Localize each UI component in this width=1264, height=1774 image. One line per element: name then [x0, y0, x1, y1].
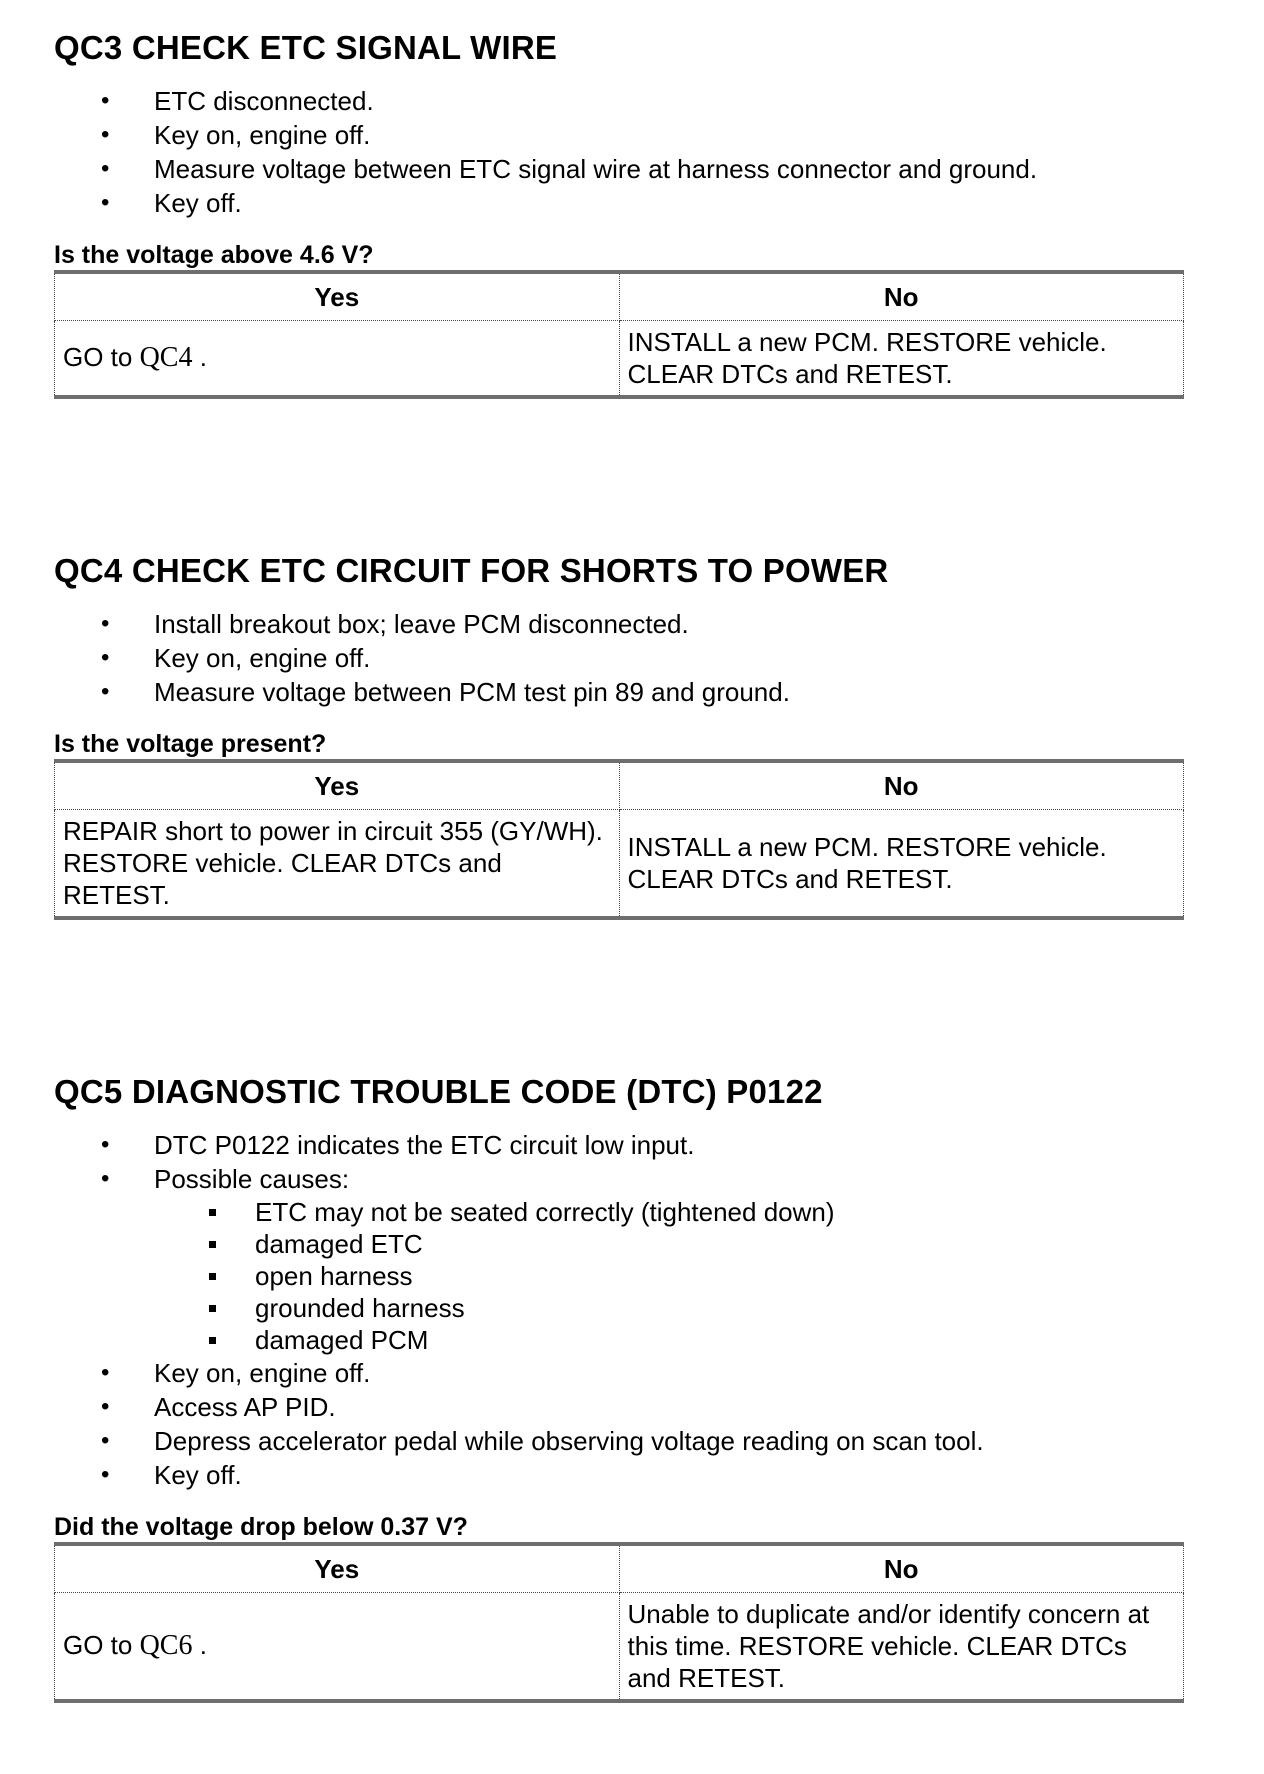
- section-qc4: [54, 551, 1184, 920]
- cause-item: grounded harness: [154, 1292, 1184, 1324]
- no-header: No: [619, 272, 1184, 321]
- cause-item: damaged PCM: [154, 1324, 1184, 1356]
- cause-item: open harness: [154, 1260, 1184, 1292]
- question: Is the voltage present?: [54, 730, 327, 758]
- list-item: • Install breakout box; leave PCM disconnected.: [54, 607, 1184, 641]
- section-title: QC4 CHECK ETC CIRCUIT FOR SHORTS TO POWER: [54, 552, 889, 589]
- answer-table: [54, 270, 1184, 399]
- list-item: • Key off.: [54, 186, 1184, 220]
- step-list: [54, 1128, 1184, 1492]
- qc4-link[interactable]: QC4: [139, 342, 193, 374]
- yes-header: Yes: [55, 761, 620, 810]
- yes-cell-suffix: .: [192, 1630, 207, 1661]
- cause-item: damaged ETC: [154, 1228, 1184, 1260]
- list-item: • Access AP PID.: [54, 1390, 1184, 1424]
- qc6-link[interactable]: QC6: [139, 1630, 193, 1662]
- list-item-label: Possible causes:: [154, 1164, 350, 1194]
- list-item: • ETC disconnected.: [54, 84, 1184, 118]
- list-item: • Measure voltage between PCM test pin 89 and ground.: [54, 675, 1184, 709]
- question: Is the voltage above 4.6 V?: [54, 241, 374, 269]
- section-title: QC3 CHECK ETC SIGNAL WIRE: [54, 29, 558, 66]
- list-item: • Key on, engine off.: [54, 641, 1184, 675]
- yes-cell: [55, 321, 620, 397]
- yes-cell-text: GO to: [63, 1630, 140, 1661]
- section-qc5: [54, 1072, 1184, 1703]
- answer-table: [54, 759, 1184, 920]
- step-list: [54, 84, 1184, 220]
- question: Did the voltage drop below 0.37 V?: [54, 1513, 468, 1541]
- list-item: • Key on, engine off.: [54, 118, 1184, 152]
- yes-cell-suffix: .: [192, 342, 207, 373]
- section-title: QC5 DIAGNOSTIC TROUBLE CODE (DTC) P0122: [54, 1073, 823, 1110]
- no-cell: Unable to duplicate and/or identify concern at this time. RESTORE vehicle. CLEAR DTCs and RETEST.: [619, 1593, 1184, 1701]
- yes-cell: [55, 1593, 620, 1701]
- answer-table: [54, 1542, 1184, 1703]
- yes-header: Yes: [55, 272, 620, 321]
- yes-cell-text: GO to: [63, 342, 140, 373]
- step-list: [54, 607, 1184, 709]
- no-header: No: [619, 761, 1184, 810]
- section-qc3: [54, 28, 1184, 399]
- list-item: • Measure voltage between ETC signal wire at harness connector and ground.: [54, 152, 1184, 186]
- list-item: [54, 1162, 1184, 1356]
- yes-header: Yes: [55, 1544, 620, 1593]
- no-header: No: [619, 1544, 1184, 1593]
- no-cell: INSTALL a new PCM. RESTORE vehicle. CLEAR DTCs and RETEST.: [619, 810, 1184, 918]
- list-item: • Depress accelerator pedal while observing voltage reading on scan tool.: [54, 1424, 1184, 1458]
- list-item: • Key on, engine off.: [54, 1356, 1184, 1390]
- no-cell: INSTALL a new PCM. RESTORE vehicle. CLEAR DTCs and RETEST.: [619, 321, 1184, 397]
- cause-list: [154, 1196, 1184, 1356]
- list-item: • Key off.: [54, 1458, 1184, 1492]
- list-item: • DTC P0122 indicates the ETC circuit low input.: [54, 1128, 1184, 1162]
- cause-item: ETC may not be seated correctly (tightened down): [154, 1196, 1184, 1228]
- yes-cell: REPAIR short to power in circuit 355 (GY/WH). RESTORE vehicle. CLEAR DTCs and RETEST.: [55, 810, 620, 918]
